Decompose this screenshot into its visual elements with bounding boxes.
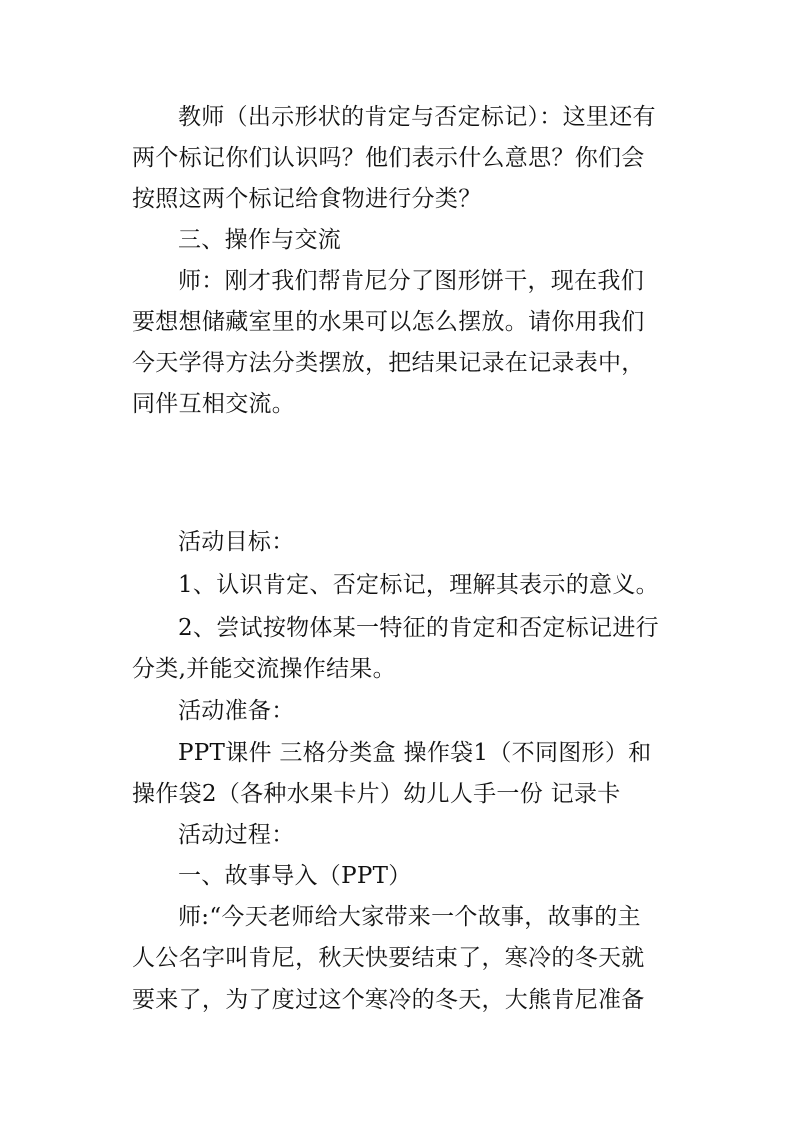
paragraph-line: 师：刚才我们帮肯尼分了图形饼干，现在我们 xyxy=(178,268,644,294)
paragraph-line: 分类,并能交流操作结果。 xyxy=(132,656,396,682)
paragraph-line: 人公名字叫肯尼，秋天快要结束了，寒冷的冬天就 xyxy=(132,945,645,971)
paragraph-line: 今天学得方法分类摆放，把结果记录在记录表中， xyxy=(132,350,645,376)
paragraph-line: 要想想储藏室里的水果可以怎么摆放。请你用我们 xyxy=(132,309,645,335)
paragraph-line: 按照这两个标记给食物进行分类？ xyxy=(132,186,482,212)
paragraph-line: 同伴互相交流。 xyxy=(132,391,296,417)
section-heading: 三、操作与交流 xyxy=(178,227,342,253)
section-heading: 活动过程： xyxy=(178,822,295,848)
section-heading: 活动准备： xyxy=(178,698,295,724)
paragraph-line: PPT课件 三格分类盒 操作袋1（不同图形）和 xyxy=(178,740,652,766)
paragraph-line: 操作袋2（各种水果卡片）幼儿人手一份 记录卡 xyxy=(132,781,621,807)
section-heading: 活动目标： xyxy=(178,529,295,555)
paragraph-line: 2、尝试按物体某一特征的肯定和否定标记进行 xyxy=(178,615,659,641)
paragraph-line: 师:“今天老师给大家带来一个故事，故事的主 xyxy=(178,904,641,930)
paragraph-line: 要来了，为了度过这个寒冷的冬天，大熊肯尼准备 xyxy=(132,987,645,1013)
section-heading: 一、故事导入（PPT） xyxy=(178,863,412,889)
paragraph-line: 两个标记你们认识吗？他们表示什么意思？你们会 xyxy=(132,145,645,171)
paragraph-line: 教师（出示形状的肯定与否定标记）：这里还有 xyxy=(178,104,656,130)
paragraph-line: 1、认识肯定、否定标记，理解其表示的意义。 xyxy=(178,572,659,598)
